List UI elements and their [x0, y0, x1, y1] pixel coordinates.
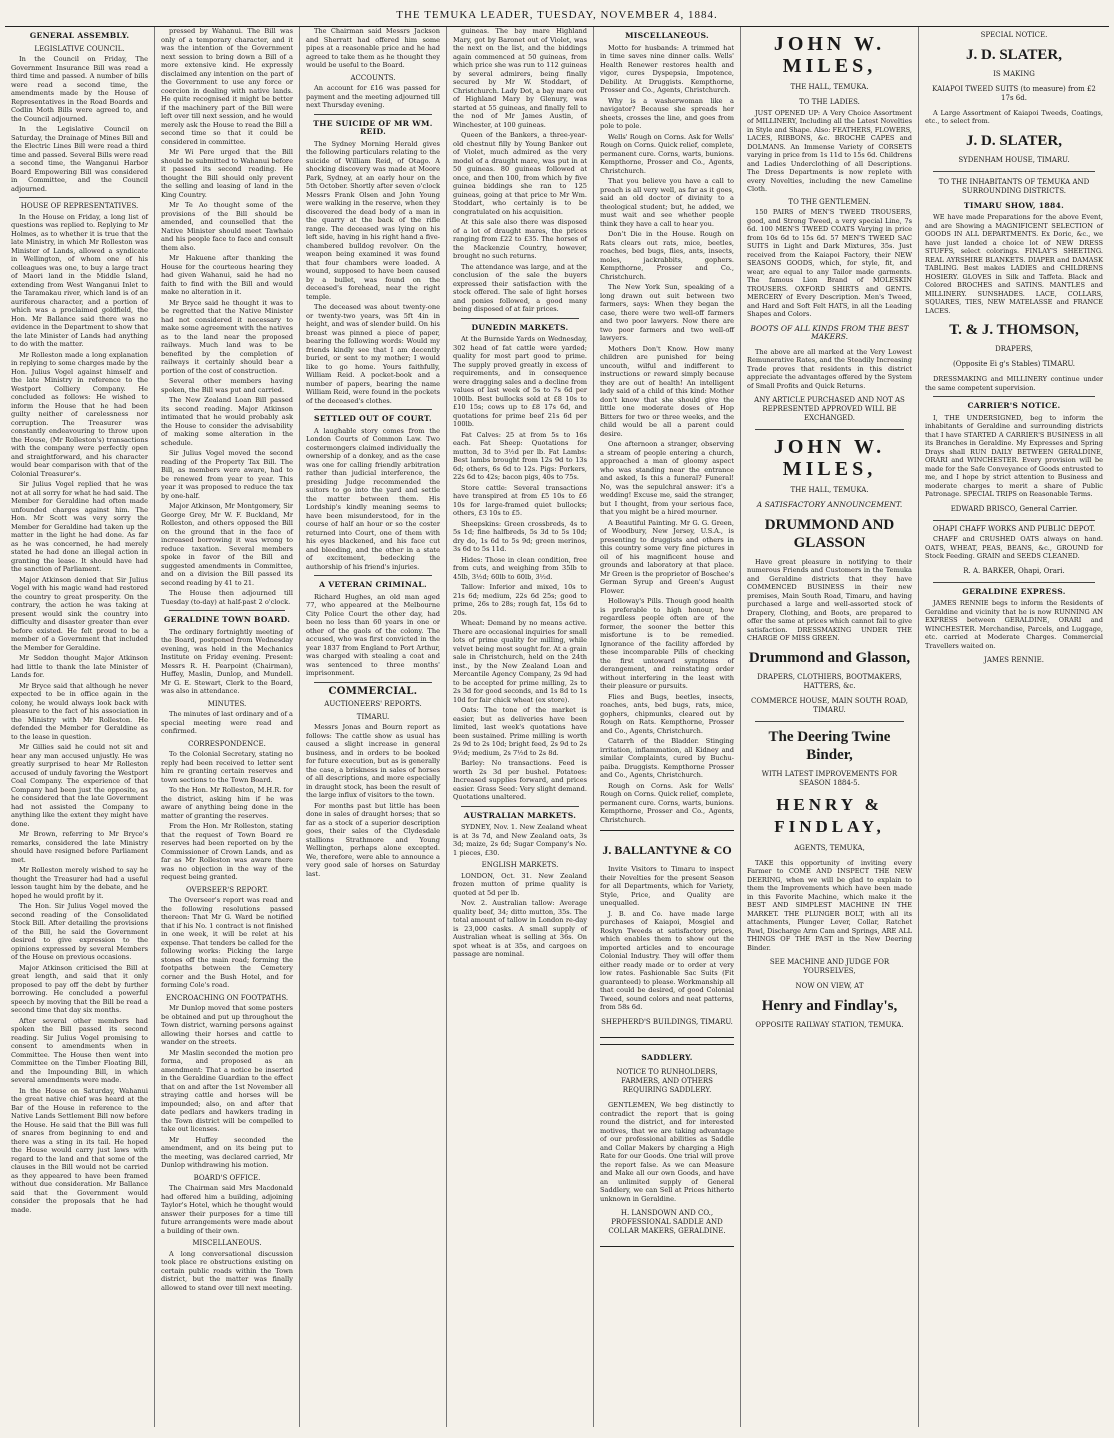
divider: [314, 682, 432, 683]
paragraph: The New York Sun, speaking of a long drawn out suit between two farmers, says: When they began the case, there were two well-off farmers and two poor lawyers. Now there are two poor farmers and two well-off lawyers.: [600, 283, 734, 342]
ad-text: Have great pleasure in notifying to their numerous Friends and Customers in the Temuka and Geraldine districts that they have COMMENCED BUSINESS in their new premises, Main South Road, Timaru, and having purchased a large and well-assorted stock of Drapery, Clothing, and Boots, are prepared to offer the same at prices which cannot fail to give satisfaction. DRESSMAKING UNDER THE CHARGE OF MISS GREEN.: [747, 557, 912, 642]
paragraph: The Hon. Sir Julius Vogel moved the second reading of the Consolidated Stock Bill. After detailing the provisions of the Bill, he said the Government desired to give expression to the opinions expressed by several Members of the House on previous occasions.: [11, 902, 148, 961]
ad-title: HENRY & FINDLAY,: [774, 794, 885, 836]
heading: THE SUICIDE OF MR WM. REID.: [313, 118, 433, 136]
ad-subtitle: DRAPERS,: [995, 345, 1033, 353]
subheading: ENGLISH MARKETS.: [481, 861, 559, 869]
paragraph: Major Atkinson denied that Sir Julius Vogel with his magic wand had restored the country to great prosperity. On the contrary, the action he was taking at present would sink the country into difficulty and disaster greater than ever before existed. He felt proud to be a member of a Government that included the Member for Geraldine.: [11, 575, 148, 652]
paragraph: A Beautiful Painting. Mr G. G. Green, of Woodbury, New Jersey, U.S.A., is presenting to druggists and others in this country some very fine pictures in oil of his magnificent house and grounds and laboratory at that place. Mr Green is the proprietor of Boschee's German Syrup and Green's August Flower.: [600, 518, 734, 595]
divider: [755, 429, 904, 430]
divider: [933, 171, 1095, 172]
ad-address: COMMERCE HOUSE, MAIN SOUTH ROAD, TIMARU.: [750, 696, 909, 714]
subheading: TO THE GENTLEMEN.: [788, 197, 871, 206]
heading: GENERAL ASSEMBLY.: [29, 31, 130, 40]
paragraph: Major Atkinson, Mr Montgomery, Sir George Grey, Mr W. F. Buckland, Mr Rolleston, and others opposed the Bill on the ground that in the face of increased borrowing it was wrong to reduce taxation. Several members spoke in favor of the Bill and suggested amendments in Committee, and on a division the Bill passed its second reading by 41 to 21.: [161, 502, 293, 587]
paragraph: A laughable story comes from the London Courts of Common Law. Two costermongers claimed individually the ownership of a donkey, and as the case was one for calling friendly arbitration rather than judicial interference, the presiding Judge recommended the suitors to go into the yard and settle the matter between them. His Lordship's kindly meaning seems to have been misunderstood, for in the course of half an hour or so the coster returned into Court, one of them with his eyes blackened, and his face cut and bleeding, and the other in a state of excitement, bedecking the authorship of his friend's injuries.: [306, 426, 440, 571]
ad-text: TAKE this opportunity of inviting every Farmer to COME AND INSPECT THE NEW DEERING, when we will be glad to explain to them the Improvements which have been made in this Favorite Machine, which make it the BEST AND SIMPLEST MACHINE IN THE MARKET. THE PLUNGER BOLT, with all its attachments, Plunger Lever, Collar, Ratchet Pawl, Discharge Arm Cam and Springs, ARE ALL THINGS OF THE PAST in the New Deering Binder.: [747, 858, 912, 952]
ad-note: NOW ON VIEW, AT: [795, 982, 864, 990]
saddlery-ad: [600, 1044, 734, 1248]
ad-title: GERALDINE EXPRESS.: [962, 586, 1066, 596]
ad-tagline: A SATISFACTORY ANNOUNCEMENT.: [756, 500, 903, 509]
column-3: [300, 27, 447, 1427]
ad-title: JOHN W. MILES,: [773, 436, 886, 480]
ad-text: J. B. and Co. have made large purchases of Kaiapoi, Mosgiel and Roslyn Tweeds at satisfactory prices, which enables them to show out the imported articles and to encourage Colonial Industry. They will offer them either ready made or to order at very low rates. Fashionable Sac Suits (Fit guaranteed) to please. Workmanship all that could be desired, of good Colonial Tweed, sound colors and neat patterns, from 58s 6d.: [600, 909, 734, 1011]
ad-text: JAMES RENNIE begs to inform the Residents of Geraldine and vicinity that he is now RUNNING AN EXPRESS between GERALDINE, ORARI and WINCHESTER. Merchandise, Parcels, and Luggage, etc. carried at Moderate Charges. Commercial Travellers waited on.: [925, 599, 1103, 650]
subheading: HOUSE OF REPRESENTATIVES.: [20, 202, 139, 210]
subheading: LEGISLATIVE COUNCIL.: [34, 44, 125, 53]
ad-text: The above are all marked at the Very Lowest Remunerative Rates, and the Steadily Increasing Trade proves that residents in this district appreciate the advantages offered by the System of Small Profits and Quick Returns.: [747, 347, 912, 390]
divider: [933, 396, 1095, 397]
paragraph: In the House on Saturday, Wahanui the great native chief was heard at the Bar of the House in reference to the Native Lands Settlement Bill now before the House. He said that the Bill was full of snares from beginning to end and there was a sting in its tail. He hoped the House would carry just laws with regard to the land and that some of the clauses in the Bill would not be carried as they appeared to have been framed without due consideration. Mr Ballance said that the Government would consider the proposals that he had made.: [11, 1086, 148, 1214]
divider: [19, 197, 140, 198]
ad-text: A Large Assortment of Kaiapoi Tweeds, Coatings, etc., to select from.: [925, 108, 1103, 125]
paragraph: After several other members had spoken the Bill passed its second reading. Sir Julius Vogel promising to consent to amendments when in Committee. The House then went into Committee on the Timber Floating Bill, and the Impounding Bill, in which several amendments were made.: [11, 1016, 148, 1084]
subheading: AUCTIONEERS' REPORTS.: [324, 700, 422, 708]
heading: SETTLED OUT OF COURT.: [314, 414, 432, 423]
paragraph: To the Hon. Mr Rolleston, M.H.R. for the district, asking him if he was aware of anything being done in the matter of granting the reserves.: [161, 786, 293, 820]
paragraph: Nov. 2. Australian tallow: Average quality beef, 34; ditto mutton, 35s. The total amount of tallow in London re-day is 23,000 casks. A small supply of Australian wheat is selling at 36s. On spot wheat is at 35s, and cargoes on passage are nominal.: [453, 899, 587, 958]
ad-subtitle: THE HALL, TEMUKA.: [790, 486, 869, 494]
paragraph: At this sale also there was disposed of a lot of draught mares, the prices ranging from £22 to £35. The horses of the Mackenzie Country, however, brought no such returns.: [453, 218, 587, 260]
ad-address: SHEPHERD'S BUILDINGS, TIMARU.: [601, 1017, 733, 1026]
ad-text: I, THE UNDERSIGNED, beg to inform the inhabitants of Geraldine and surrounding districts that I have STARTED A CARRIER'S BUSINESS in all its Branches in Geraldine. My Expresses and Spring Drays shall RUN DAILY BETWEEN GERALDINE, ORARI and WINCHESTER. Every provision will be made for the Safe Conveyance of Goods entrusted to me, and I hope by strict attention to Business and moderate charges to merit a share of Public Patronage. SPECIAL TRIPS on Reasonable Terms.: [925, 413, 1103, 498]
ad-title: J. BALLANTYNE & CO: [602, 843, 732, 857]
paragraph: Flies and Bugs, beetles, insects, roaches, ants, bed bugs, rats, mice, gophers, chipmunks, cleared out by Rough on Rats. Kempthorne, Prosser and Co., Agents, Christchurch.: [600, 692, 734, 735]
paragraph: The Chairman said Messrs Jackson and Sherratt had offered him some pipes at a reasonable price and he had agreed to take them as he thought they would be useful to the Board.: [306, 27, 440, 69]
divider: [314, 575, 432, 576]
ad-title: CARRIER'S NOTICE.: [967, 401, 1061, 410]
subheading: ACCOUNTS.: [350, 73, 396, 82]
column-1: [5, 27, 155, 1427]
paragraph: Mr Rolleston merely wished to say he thought the Treasurer had had a useful lesson taught him by the debate, and he hoped he would profit by it.: [11, 866, 148, 900]
ad-text: CHAFF and CRUSHED OATS always on hand. OATS, WHEAT, PEAS, BEANS, &c., GROUND for Stock Feeding. GRAIN and SEEDS CLEANED.: [925, 535, 1103, 560]
paragraph: Richard Hughes, an old man aged 77, who appeared at the Melbourne City Police Court the other day, had been no less than 60 years in one or other of the gaols of the colony. The accused, who was first convicted in the year 1837 from England to Port Arthur, was charged with stealing a coat and was sentenced to three months' imprisonment.: [306, 592, 440, 677]
subheading: OVERSEER'S REPORT.: [185, 885, 269, 894]
ad-title: TIMARU SHOW, 1884.: [963, 200, 1065, 210]
paragraph: Holloway's Pills. Though good health is preferable to high honour, how regardless people often are of the former, the sooner the better this misfortune is to be remedied. Ignorance of the facility afforded by these incomparable Pills of checking the first untoward symptoms of derangement, and reinstating order without interfering in the least with their pleasure or pursuits.: [600, 597, 734, 690]
paragraph: From the Hon. Mr Rolleston, stating that the request of Town Board re reserves had been reported on by the Commissioner of Crown Lands, and as far as Mr Rolleston was aware there was no objection in the way of the request being granted.: [161, 822, 293, 881]
paragraph: The House then adjourned till Tuesday (to-day) at half-past 2 o'clock.: [161, 589, 293, 606]
ad-signature: R. A. BARKER, Ohapi, Orari.: [963, 566, 1065, 575]
divider: [314, 114, 432, 115]
subheading: TO THE LADIES.: [799, 98, 860, 106]
subheading: BOARD'S OFFICE.: [193, 1173, 261, 1182]
ad-text: KAIAPOI TWEED SUITS (to measure) from £2 17s 6d.: [932, 84, 1096, 102]
ad-title: JOHN W. MILES,: [773, 33, 886, 77]
paragraph: Mr Gillies said he could not sit and hear any man accused unjustly. He was greatly surprised to hear Mr Rolleston accused of unduly favoring the Westport Coal Company. The experience of that Company had been just the opposite, as he considered that the late Government had not assisted the Company to anything like the extent they might have done.: [11, 743, 148, 828]
divider: [461, 806, 579, 807]
paragraph: In the House on Friday, a long list of questions was replied to. Replying to Mr Holmes, as to whether it is true that the late Ministry, in which Mr Rolleston was Minister of Lands, allowed a syndicate in Wellington, of whom one of his colleagues was one, to buy a large tract of Maori land in the Middle Island, extending from West Wanganui Inlet to the Taramakau river, which land is of an auriferous character, and a portion of which was a proclaimed goldfield, the Hon. Mr Ballance said there was no evidence in the Department to show that the late Minister of Lands had anything to do with the matter.: [11, 212, 148, 348]
paragraph: Hides: Those in clean condition, free from cuts, and weighing from 35lb to 45lb, 3½d; 60lb to 60lb, 3½d.: [453, 555, 587, 581]
paragraph: Several other members having spoken, the Bill was put and carried.: [161, 377, 293, 394]
heading: GERALDINE TOWN BOARD.: [163, 615, 291, 624]
ad-text: GENTLEMEN, We beg distinctly to contradict the report that is going round the district, and for interested motives, that we are taking advantage of our professional abilities as Saddle and Collar Makers by charging a High Rate for our Goods. One trial will prove the report false. As we can Measure and Make all our own Goods, and have an unlimited supply of General Saddlery, we can Sell at Prices hitherto unknown in Geraldine.: [600, 1101, 734, 1203]
paragraph: pressed by Wahanui. The Bill was only of a temporary character, and it was the intention of the Government next session to bring down a Bill of a more extensive kind. He expressly disclaimed any intention on the part of the Government to use any force or coercion in dealing with native lands. He quite recognised it might be better if the machinery part of the Bill were left over till next session, and he would merely ask the House to read the Bill a second time so that it could be considered in committee.: [161, 27, 293, 146]
paragraph: Barley: No transactions. Feed is worth 2s 3d per bushel. Potatoes: Increased supplies forward, and prices easier. Grass Seed: Very slight demand. Quotations unaltered.: [453, 759, 587, 801]
divider: [933, 582, 1095, 583]
paragraph: Mr Seddon thought Major Atkinson had little to thank the late Minister of Lands for.: [11, 654, 148, 679]
heading: COMMERCIAL.: [328, 685, 418, 697]
paragraph: That you believe you have a call to preach is all very well, as far as it goes, said an old doctor of divinity to a theological student; but, he added, we must wait and see whether people think they have a call to hear you.: [600, 177, 734, 228]
subheading: ENCROACHING ON FOOTPATHS.: [165, 993, 289, 1002]
paragraph: For months past but little has been done in sales of draught horses; that so far as a stock of a superior description goes, their sales of the Clydesdale stallions Strathmore and Young Wellington, perhaps alone excepted. We, therefore, were able to announce a very good sale of horses on Saturday last.: [306, 801, 440, 878]
ad-signature: EDWARD BRISCO, General Carrier.: [950, 504, 1078, 513]
paragraph: Mr Wi Pere urged that the Bill should be submitted to Wahanui before it passed its second reading. He thought the Bill should only prevent the selling and leasing of land in the King Country.: [161, 148, 293, 199]
ad-subtitle: TO THE INHABITANTS OF TEMUKA AND SURROUNDING DISTRICTS.: [938, 177, 1090, 195]
subheading: TIMARU.: [356, 712, 390, 721]
paragraph: Sir Julius Vogel replied that he was not at all sorry for what he had said. The Member for Geraldine had often made unfounded charges against him. The Hon. Mr Scott was very sorry the Member for Geraldine had taken up the matter in the light he had done. As far as he was concerned, he had merely stated he had done an illegal action in granting the lease. It should have had the sanction of Parliament.: [11, 480, 148, 573]
subheading: MINUTES.: [207, 699, 247, 708]
ad-title: Drummond and Glasson,: [748, 649, 911, 666]
ad-note: ANY ARTICLE PURCHASED AND NOT AS REPRESENTED APPROVED WILL BE EXCHANGED.: [754, 396, 905, 422]
ad-signature: H. LANSDOWN AND CO., PROFESSIONAL SADDLE AND COLLAR MAKERS, GERALDINE.: [608, 1209, 726, 1235]
ad-subtitle: WITH LATEST IMPROVEMENTS FOR SEASON 1884-5.: [761, 769, 898, 787]
paragraph: The Chairman said Mrs Macdonald had offered him a building, adjoining Taylor's Hotel, which he thought would answer their purposes for a time till future arrangements were made about a building of their own.: [161, 1184, 293, 1235]
ad-title: Henry and Findlay's,: [761, 998, 898, 1014]
ballantyne-ad: [600, 830, 734, 1038]
ad-subtitle: DRAPERS, CLOTHIERS, BOOTMAKERS, HATTERS, &c.: [757, 672, 902, 690]
paragraph: Wells' Rough on Corns. Ask for Wells' Rough on Corns. Quick relief, complete, permanent cure. Corns, warts, bunions. Kempthorne, Prosser and Co., Agents, Christchurch.: [600, 132, 734, 175]
paragraph: To the Colonial Secretary, stating no reply had been received to letter sent him re granting certain reserves and town sections to the Town Board.: [161, 750, 293, 784]
ad-title: The Deering Twine Binder,: [768, 728, 891, 763]
ad-title: OHAPI CHAFF WORKS AND PUBLIC DEPOT.: [932, 524, 1096, 533]
divider: [461, 318, 579, 319]
subheading: SPECIAL NOTICE.: [980, 31, 1048, 39]
ad-subtitle: THE HALL, TEMUKA.: [790, 83, 869, 91]
paragraph: SYDNEY, Nov. 1. New Zealand wheat is at 3s 7d, and New Zealand oats, 3s 3d; maize, 2s 6d; Sugar Company's No. 1 pieces, £30.: [453, 823, 587, 857]
ad-text: WE have made Preparations for the above Event, and are Showing a MAGNIFICENT SELECTION of GOODS IN ALL DEPARTMENTS. Ex Doric, &c., we have just landed a choice lot of NEW DRESS STUFFS, select colorings. FINLAY'S SHEETING. REAL AYRSHIRE BLANKETS. DIAPER and DAMASK TABLING. Best makes LADIES and CHILDRENS HOSIERY. GLOVES in Silk and Taffeta. Black and Colored BROCHES and SATINS. MANTLES and MILLINERY. SUNSHADES. LACE, COLLARS, SQUARES, TIES, NEW MATELASSE and FRANCE LACES.: [925, 213, 1103, 315]
ad-text: 150 PAIRS of MEN'S TWEED TROUSERS, good, and Strong Tweed, a very special Line, 7s 6d. 100 MEN'S TWEED COATS Varying in price from 10s 6d to 15s 6d. 57 MEN'S TWEED SAC SUITS in Light and Dark Mixtures, 35s. Just received from the Kaiapoi Factory, their NEW SEASONS GOODS, which, for style, fit, and wear, are equal to any Tailor made garments. The famous Lion Brand of MOLESKIN TROUSERS. OXFORD SHIRTS and GENTS. MERCERY of Every Description. Men's Tweed, and Hard and Soft Felt HATS, in all the Leading Shapes and Colors.: [747, 208, 912, 318]
paragraph: Wheat: Demand by no means active. There are occasional inquiries for small lots of prime quality for milling, while velvet being most sought for. At a grain sale in Christchurch, held on the 24th inst., by the New Zealand Loan and Mercantile Agency Company, 2s 9d had to be accepted for prime milling, 2s to 2s 3d for good seconds, and 1s 8d to 1s 10d for fair chick wheat (ex store).: [453, 619, 587, 704]
column-5: [594, 27, 741, 1427]
ad-title: J. D. SLATER,: [966, 132, 1062, 149]
ad-address: OPPOSITE RAILWAY STATION, TEMUKA.: [755, 1021, 904, 1029]
ad-text: JUST OPENED UP: A Very Choice Assortment of MILLINERY, Including all the Latest Novelties in Style and Shape. Also: FEATHERS, FLOWERS, LACES, RIBBONS, &c. BROCHE CAPES and DOLMANS. An Immense Variety of CORSETS varying in price from 1s 11d to 15s 6d. Childrens and Ladies Underclothing of all Descriptions. The Dress Departments is now replete with every Novelties, including the new Cameline Cloth.: [747, 108, 912, 193]
ad-subtitle: AGENTS, TEMUKA,: [794, 843, 865, 852]
paragraph: The Sydney Morning Herald gives the following particulars relating to the suicide of William Reid, of Otago. A shocking discovery was made at Moore Park, Sydney, at an early hour on the 5th October. Shortly after seven o'clock Messrs Frank Olsen and John Young were walking in the reserve, when they discovered the dead body of a man in the quarry at the back of the rifle range. The deceased was lying on his left side, having in his right hand a five-chambered bulldog revolver. On the weapon being examined it was found that four chambers were loaded. A wound, supposed to have been caused by a bullet, was found on the deceased's forehead, near the right temple.: [306, 139, 440, 301]
paragraph: Mr Rolleston made a long explanation in replying to some charges made by the Hon. Julius Vogel against himself and the late Ministry in reference to the Westport Colliery Company. He concluded as follows: He wished to inform the House that he had been guilty neither of carelessness nor corruption. The Treasurer was constantly endeavouring to throw upon the House, (Mr Rolleston's) transactions with the company were perfectly open and straightforward, and his character would bear comparison with that of the Colonial Treasurer's.: [11, 350, 148, 478]
paragraph: Mr Bryce said that although he never expected to be in office again in the colony, he would always look back with pleasure to the fact of his association in the Ministry with Mr Rolleston. He defended the Member for Geraldine as to the lease in question.: [11, 681, 148, 741]
ad-title: T. & J. THOMSON,: [949, 322, 1079, 338]
paragraph: An account for £16 was passed for payment and the meeting adjourned till next Thursday evening.: [306, 84, 440, 109]
column-2: [155, 27, 300, 1427]
paragraph: The New Zealand Loan Bill passed its second reading. Major Atkinson intimated that he would probably ask the House to consider the advisability of making some alteration in the schedule.: [161, 396, 293, 447]
heading: MISCELLANEOUS.: [625, 31, 709, 40]
divider: [169, 610, 285, 611]
divider: [314, 409, 432, 410]
subheading: MISCELLANEOUS.: [192, 1239, 262, 1247]
newspaper-page: [5, 4, 1109, 1430]
paragraph: At the Burnside Yards on Wednesday, 302 head of fat cattle were yarded; quality for most part good to prime. The supply proved greatly in excess of requirements, and in consequence were dragging sales and a decline from values of last week of 5s to 7s 6d per 100lb. Best bullocks sold at £8 10s to £10 15s; cows up to £8 17s 6d, and quotations for prime beef 21s 6d per 100lb.: [453, 335, 587, 428]
paragraph: Rough on Corns. Ask for Wells' Rough on Corns. Quick relief, complete, permanent cure. Corns, warts, bunions. Kempthorne, Prosser and Co., Agents, Christchurch.: [600, 781, 734, 824]
paragraph: Major Atkinson criticised the Bill at great length, and said that it only proposed to pay off the debt by further borrowing. He concluded a powerful speech by moving that the Bill be read a second time that day six months.: [11, 963, 148, 1014]
ad-text: DRESSMAKING and MILLINERY continue under the same competent supervision.: [925, 375, 1103, 392]
ad-subtitle: IS MAKING: [993, 69, 1035, 78]
paragraph: Mr Te Ao thought some of the provisions of the Bill should be amended, and counselled that the Native Minister should meet Tawhaio and his people face to face and consult them also.: [161, 201, 293, 252]
divider: [755, 721, 904, 722]
paragraph: A long conversational discussion took place re obstructions existing on certain public roads within the Town district, but the matter was finally allowed to stand over till next meeting.: [161, 1249, 293, 1292]
column-7: [919, 27, 1109, 1427]
ad-note: SEE MACHINE AND JUDGE FOR YOURSELVES,: [769, 958, 890, 975]
paragraph: Mr Brown, referring to Mr Bryce's remarks, considered the late Ministry should have resigned before Parliament met.: [11, 830, 148, 864]
paragraph: Mr Hakuene after thanking the House for the courteous hearing they had given Wahanui, said he had no faith to find with the Bill and would make no alteration in it.: [161, 254, 293, 296]
subheading: CORRESPONDENCE.: [188, 739, 266, 748]
paragraph: Mr Maslin seconded the motion pro forma, and proposed as an amendment: That a notice be inserted in the Geraldine Guardian to the effect that on and after the 1st November all straying cattle and horses will be impounded; also, on and after that date pedlars and hawkers trading in the Town district will be compelled to take out licenses.: [161, 1048, 293, 1133]
paragraph: Store cattle: Several transactions have transpired at from £5 10s to £6 10s for large-framed quiet bullocks; others, £3 10s to £5.: [453, 483, 587, 517]
paragraph: Sir Julius Vogel moved the second reading of the Property Tax Bill. The Bill, as members were aware, had to be renewed from year to year. This year it was proposed to reduce the tax by one-half.: [161, 449, 293, 500]
paragraph: Mr Dunlop moved that some posters be obtained and put up throughout the Town district, warning persons against allowing their horses and cattle to wander on the streets.: [161, 1004, 293, 1046]
paragraph: Why is a washerwoman like a navigator? Because she spreads her sheets, crosses the line, and goes from pole to pole.: [600, 96, 734, 130]
paragraph: One afternoon a stranger, observing a stream of people entering a church, approached a man of gloomy aspect who was standing near the entrance and asked, Is this a funeral? Funeral! No, was the sepulchral answer: it's a wedding! Excuse me, said the stranger, but I thought, from your serious face, that you might be a hired mourner.: [600, 440, 734, 516]
heading: AUSTRALIAN MARKETS.: [463, 810, 577, 820]
ad-title: SADDLERY.: [641, 1052, 693, 1062]
paragraph: The ordinary fortnightly meeting of the Board, postponed from Wednesday evening, was held in the Mechanics Institute on Friday evening. Present: Messrs R. H. Pearpoint (Chairman), Huffey, Maslin, Dunlop, and Mundell. Mr G. E. Stewart, Clerk to the Board, was also in attendance.: [161, 627, 293, 695]
paragraph: Motto for husbands: A trimmed hat in time saves nine dinner calls. Wells' Health Renewer restores health and vigor, cures Dyspepsia, Impotence, Debility. At Druggists. Kempthorne, Prosser and Co., Agents, Christchurch.: [600, 43, 734, 94]
paragraph: The deceased was about twenty-one or twenty-two years, was 5ft 4in in height, and was of slender build. On his breast was pinned a piece of paper, bearing the following words: Would my friends kindly see that I am decently buried, or sent to my mother; I would like to go home. Yours faithfully, William Reid. A pocket-book and a number of papers, bearing the name William Reid, were found in the pockets of the deceased's clothes.: [306, 303, 440, 405]
paragraph: Don't Die in the House. Rough on Rats clears out rats, mice, beetles, roaches, bed bugs, flies, ants, insects, moles, jackrabbits, gophers. Kempthorne, Prosser and Co., Christchurch.: [600, 230, 734, 281]
ad-address: SYDENHAM HOUSE, TIMARU.: [958, 155, 1070, 164]
paragraph: guineas. The bay mare Highland Mary, got by Baronet out of Violet, was the next on the list, and the biddings again commenced at 50 guineas, from which price she was run to 112 guineas by several admirers, being finally secured by Mr W. Stoddart, of Christchurch. Lady Dot, a bay mare out of Highland Mary by Glenury, was started at 55 guineas, and finally fell to the nod of Mr James Austin, of Winchester, at 100 guineas.: [453, 27, 587, 129]
paragraph: Fat Calves: 25 at from 5s to 16s each. Fat Sheep: Quotations for mutton, 3d to 3½d per lb. Fat Lambs: Best lambs brought from 12s 9d to 13s 6d; others, 6s 6d to 12s. Pigs: Porkers, 22s 6d to 42s; bacon pigs, 40s to 75s.: [453, 430, 587, 481]
paragraph: Messrs Jonas and Bourn report as follows: The cattle show as usual has caused a slight increase in general business, and in orders to be booked for future execution, but as is generally the case, a briskness in sales of horses of all descriptions, and more especially in draught stock, has been the result of the large influx of visitors to the town.: [306, 723, 440, 799]
heading: DUNEDIN MARKETS.: [471, 322, 569, 332]
paragraph: Queen of the Bankers, a three-year-old chestnut filly by Young Banker out of Violet, much admired as the very model of a draught mare, was put in at 50 guineas. 80 guineas followed at once, and then 100, from which by five guinea biddings she ran to 125 guineas, going at that price to Mr Wm. Stoddart, who certainly is to be congratulated on his acquisition.: [453, 131, 587, 216]
paragraph: Catarrh of the Bladder. Stinging irritation, inflammation, all Kidney and similar Complaints, cured by Buchu-paiba. Druggists. Kempthorne Prosser and Co., Agents, Christchurch.: [600, 737, 734, 779]
paragraph: Sheepskins: Green crossbreds, 4s to 5s 1d; fine halfbreds, 5s 3d to 5s 10d; dry do, 1s 6d to 5s 9d; green merinos, 3s 6d to 5s 11d.: [453, 519, 587, 553]
masthead: THE TEMUKA LEADER, TUESDAY, NOVEMBER 4, 1884.: [5, 4, 1109, 27]
ad-title: DRUMMOND AND GLASSON: [764, 516, 895, 551]
ad-tagline: BOOTS OF ALL KINDS FROM THE BEST MAKERS.: [750, 323, 909, 341]
paragraph: The Overseer's report was read and the following resolutions passed thereon: That Mr G. Ward be notified that if his No. 1 contract is not finished in one week, it will be relet at his expense. That tenders be called for the following works: Picking the large stones off the main road; forming the footpaths between the Cemetery corner and the Bush Hotel, and for forming Cole's road.: [161, 896, 293, 989]
ad-subtitle: NOTICE TO RUNHOLDERS, FARMERS, AND OTHERS REQUIRING SADDLERY.: [616, 1068, 718, 1094]
paragraph: The minutes of last ordinary and of a special meeting were read and confirmed.: [161, 710, 293, 735]
paragraph: LONDON, Oct. 31. New Zealand frozen mutton of prime quality is quoted at 5d per lb.: [453, 871, 587, 897]
ad-address: (Opposite Ei g's Stables) TIMARU.: [952, 360, 1076, 368]
column-4: [447, 27, 594, 1427]
paragraph: Oats: The tone of the market is easier, but as deliveries have been limited, last week's quotations have been sustained. Prime milling is worth 2s 9d to 2s 10d; bright feed, 2s 9d to 2s 9½d; medium, 2s 7½d to 2s 8d.: [453, 706, 587, 757]
paragraph: Tallow: Inferior and mixed, 10s to 21s 6d; medium, 22s 6d 25s; good to prime, 26s to 28s; rough fat, 15s 6d to 20s.: [453, 583, 587, 617]
divider: [933, 520, 1095, 521]
paragraph: Mothers Don't Know. How many children are punished for being uncouth, wilful and indifferent to instructions or reward simply because they are out of health! An intelligent lady said of a child of this kind: Mother don't know that she should give the little one moderate doses of Hop Bitters for two or three weeks, and the child would be all a parent could desire.: [600, 344, 734, 438]
ad-text: Invite Visitors to Timaru to inspect their Novelties for the present Season for all Departments, which for Variety, Style, Price, and Quality are unequalled.: [600, 865, 734, 907]
paragraph: In the Legislative Council on Saturday, the Drainage of Mines Bill and the Electric Lines Bill were read a third time and passed. Several Bills were read a second time, the Wanganui Harbor Board Empowering Bill was considered in Committee, and the Council adjourned.: [11, 125, 148, 193]
paragraph: In the Council on Friday, The Government Insurance Bill was read a third time and passed. A number of bills were read a second time, the amendments made by the House of Representatives in the Road Boards and Codlin Moth Bills were agreed to, and the Council adjourned.: [11, 55, 148, 123]
heading: A VETERAN CRIMINAL.: [319, 580, 427, 589]
ad-title: J. D. SLATER,: [966, 46, 1062, 63]
ad-signature: JAMES RENNIE.: [984, 656, 1044, 664]
paragraph: Mr Bryce said he thought it was to be regretted that the Native Minister had not considered it necessary to make some agreement with the natives as to the land near the proposed railways. Much land was to be benefited by the completion of railways it certainly should bear a portion of the cost of construction.: [161, 298, 293, 375]
paragraph: Mr Huffey seconded the amendment, and on its being put to the meeting, was declared carried, Mr Dunlop withdrawing his motion.: [161, 1135, 293, 1169]
column-6: [741, 27, 919, 1427]
paragraph: The attendance was large, and at the conclusion of the sale the buyers expressed their satisfaction with the stock offered. The sale of light horses and ponies followed, a good many being disposed of at fair prices.: [453, 262, 587, 313]
